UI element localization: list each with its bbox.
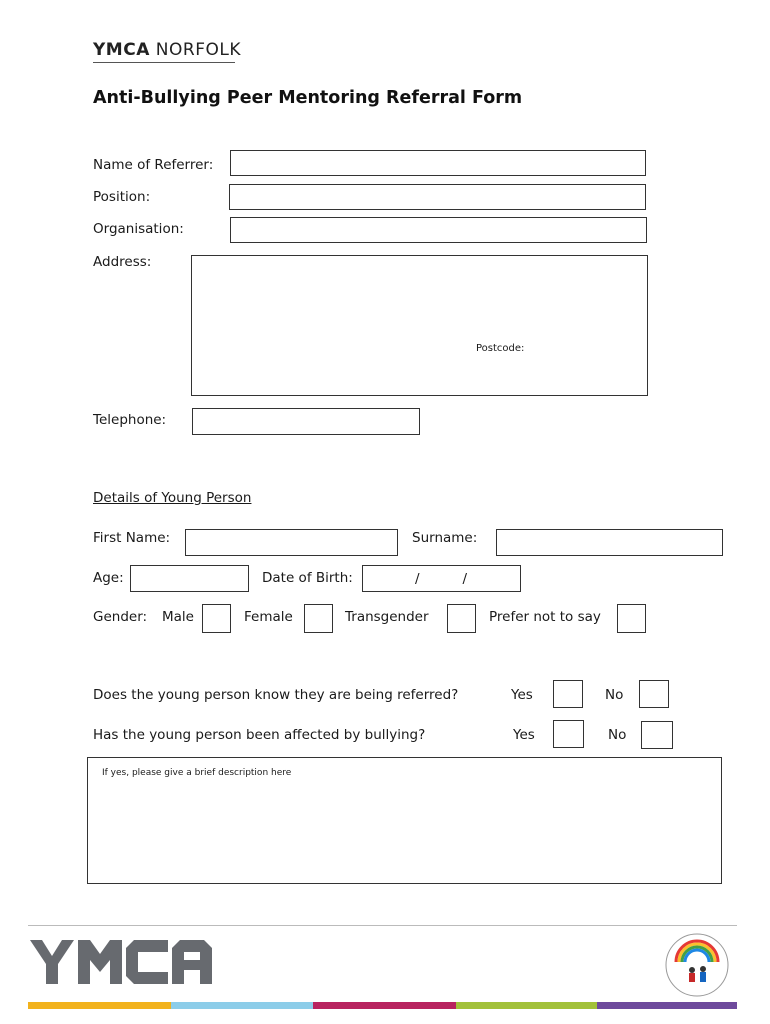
description-hint: If yes, please give a brief description here <box>102 768 292 778</box>
q2-no-label: No <box>608 727 627 743</box>
description-field[interactable] <box>87 757 722 884</box>
name-of-referrer-field[interactable] <box>230 150 646 176</box>
address-field[interactable] <box>191 255 648 396</box>
brand-bold: YMCA <box>93 40 150 60</box>
section-title-young-person: Details of Young Person <box>93 490 252 506</box>
question-affected-bullying: Has the young person been affected by bullying? <box>93 727 426 743</box>
gender-label: Gender: <box>93 609 148 625</box>
organisation-field[interactable] <box>230 217 647 243</box>
q2-no-checkbox[interactable] <box>641 721 673 749</box>
footer-stripe-2 <box>171 1002 313 1009</box>
brand-underline <box>93 62 235 63</box>
dob-label: Date of Birth: <box>262 570 353 586</box>
footer-divider <box>28 925 737 926</box>
organisation-label: Organisation: <box>93 221 184 237</box>
dob-slashes: / / <box>415 571 468 587</box>
name-of-referrer-label: Name of Referrer: <box>93 157 214 173</box>
first-name-label: First Name: <box>93 530 171 546</box>
male-checkbox[interactable] <box>202 604 231 633</box>
form-title: Anti-Bullying Peer Mentoring Referral Form <box>93 88 523 108</box>
prefer-not-to-say-label: Prefer not to say <box>489 609 601 625</box>
male-label: Male <box>162 609 194 625</box>
brand-rest: NORFOLK <box>155 40 241 60</box>
first-name-field[interactable] <box>185 529 398 556</box>
dob-field[interactable] <box>362 565 521 592</box>
female-label: Female <box>244 609 293 625</box>
footer-stripe-3 <box>313 1002 456 1009</box>
footer-stripe-1 <box>28 1002 171 1009</box>
postcode-label: Postcode: <box>476 343 525 354</box>
q1-yes-label: Yes <box>511 687 533 703</box>
connexions-badge-icon <box>662 932 732 1002</box>
female-checkbox[interactable] <box>304 604 333 633</box>
footer-stripe-4 <box>456 1002 597 1009</box>
transgender-label: Transgender <box>345 609 429 625</box>
q2-yes-label: Yes <box>513 727 535 743</box>
age-label: Age: <box>93 570 124 586</box>
q1-no-checkbox[interactable] <box>639 680 669 708</box>
surname-label: Surname: <box>412 530 478 546</box>
telephone-field[interactable] <box>192 408 420 435</box>
surname-field[interactable] <box>496 529 723 556</box>
address-label: Address: <box>93 254 152 270</box>
age-field[interactable] <box>130 565 249 592</box>
brand-header <box>93 40 241 60</box>
position-field[interactable] <box>229 184 646 210</box>
transgender-checkbox[interactable] <box>447 604 476 633</box>
q1-yes-checkbox[interactable] <box>553 680 583 708</box>
ymca-logo-graphic <box>30 936 215 988</box>
footer-stripe-5 <box>597 1002 737 1009</box>
ymca-logo <box>30 936 215 992</box>
q2-yes-checkbox[interactable] <box>553 720 584 748</box>
question-know-referred: Does the young person know they are being referred? <box>93 687 459 703</box>
telephone-label: Telephone: <box>93 412 167 428</box>
prefer-not-to-say-checkbox[interactable] <box>617 604 646 633</box>
q1-no-label: No <box>605 687 624 703</box>
position-label: Position: <box>93 189 151 205</box>
